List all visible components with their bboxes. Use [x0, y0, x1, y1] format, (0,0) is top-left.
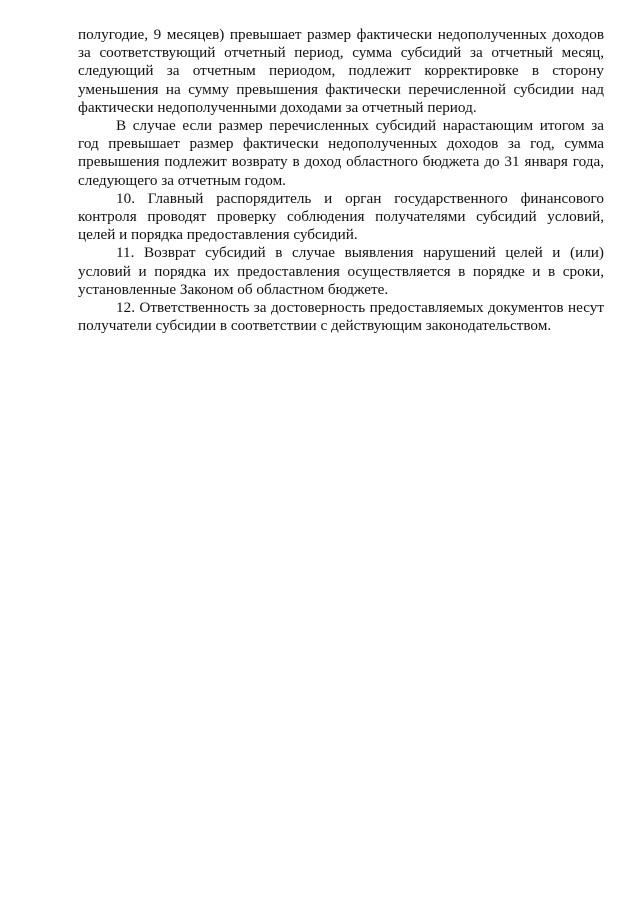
paragraph-12: 12. Ответственность за достоверность предоставляемых документов несут получатели субсидии в соответствии с действующим законодательством. [78, 299, 604, 335]
document-text [78, 26, 604, 335]
paragraph-continuation: полугодие, 9 месяцев) превышает размер фактически недополученных доходов за соответствующий отчетный период, сумма субсидий за отчетный месяц, следующий за отчетным периодом, подлежит корректировке в сторону уменьшения на сумму превышения фактически перечисленной субсидии над фактически недополученными доходами за отчетный период. [78, 26, 604, 116]
paragraph-10: 10. Главный распорядитель и орган государственного финансового контроля проводят проверку соблюдения получателями субсидий условий, целей и порядка предоставления субсидий. [78, 189, 604, 244]
paragraph-11: 11. Возврат субсидий в случае выявления нарушений целей и (или) условий и порядка их предоставления осуществляется в порядке и в сроки, установленные Законом об областном бюджете. [78, 244, 604, 298]
paragraph-subsidy-excess: В случае если размер перечисленных субсидий нарастающим итогом за год превышает размер фактически недополученных доходов за год, сумма превышения подлежит возврату в доход областного бюджета до 31 января года, следующего за отчетным годом. [78, 117, 604, 189]
